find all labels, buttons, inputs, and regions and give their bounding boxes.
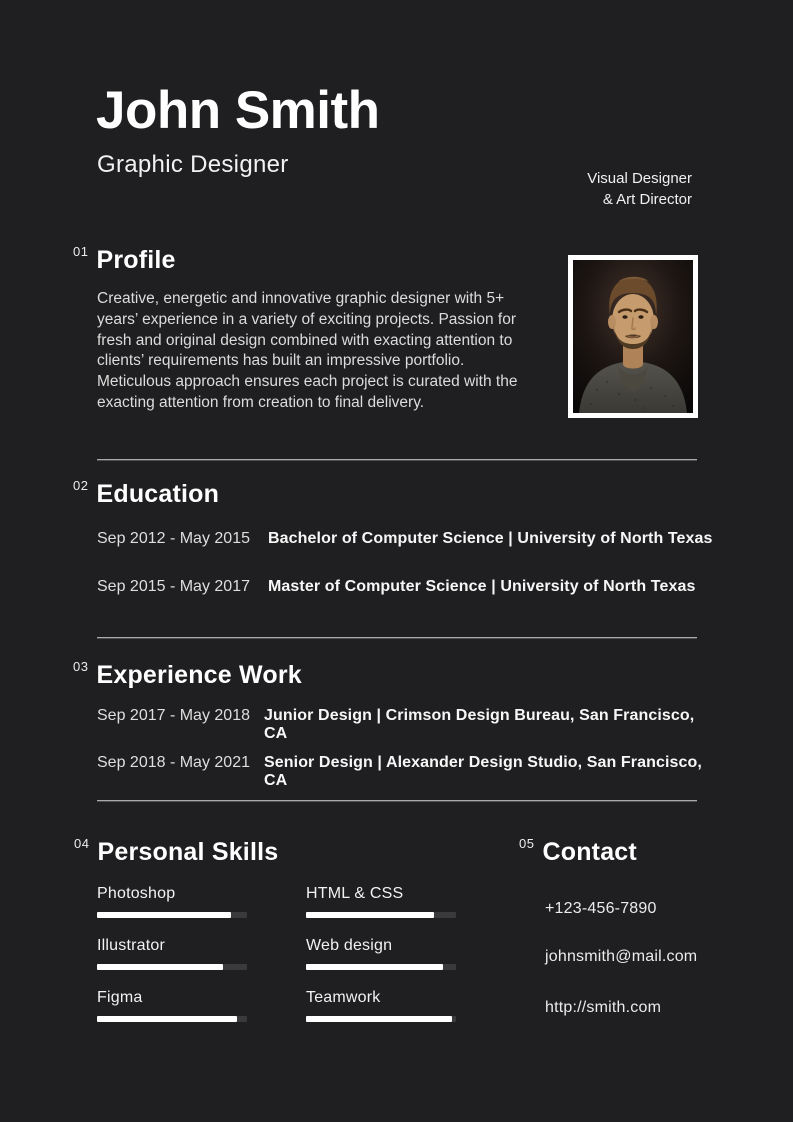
skill-bar-fill <box>306 912 434 918</box>
section-title: Education <box>96 480 220 508</box>
skill-label: Figma <box>97 989 143 1006</box>
skill-item <box>97 989 247 1022</box>
profile-text: Creative, energetic and innovative graphic designer with 5+ years’ experience in a variety of exciting projects. Passion for fresh and original design combined with exacting attention to clients’ requirements has built an impressive portfolio. Meticulous approach ensures each project is curated with the exacting attention from creation to final delivery. <box>97 290 518 411</box>
education-detail: Master of Computer Science | University of North Texas <box>268 578 696 595</box>
section-title: Experience Work <box>96 661 302 689</box>
section-number: 03 <box>73 659 89 674</box>
experience-row <box>97 754 717 790</box>
section-heading-profile <box>73 246 176 275</box>
skill-item <box>97 885 247 918</box>
education-row <box>97 530 717 548</box>
person-name: John Smith <box>96 81 380 140</box>
person-job-title: Graphic Designer <box>97 151 289 178</box>
experience-row <box>97 707 717 743</box>
skill-label: Teamwork <box>306 989 381 1006</box>
skill-bar-fill <box>306 964 443 970</box>
section-number: 01 <box>73 244 89 259</box>
experience-dates: Sep 2018 - May 2021 <box>97 754 250 771</box>
section-heading-experience <box>73 661 302 690</box>
section-heading-contact <box>519 838 637 867</box>
contact-phone: +123-456-7890 <box>545 900 657 917</box>
skill-item <box>306 989 456 1022</box>
skill-bar-fill <box>97 1016 237 1022</box>
skill-item <box>306 937 456 970</box>
skill-bar <box>306 1016 456 1022</box>
section-title: Profile <box>96 246 176 274</box>
section-title: Contact <box>542 838 637 866</box>
divider <box>97 637 697 638</box>
skill-bar <box>306 964 456 970</box>
section-heading-skills <box>74 838 278 867</box>
contact-website: http://smith.com <box>545 999 662 1016</box>
section-number: 04 <box>74 836 90 851</box>
skill-label: Illustrator <box>97 937 165 954</box>
skill-bar-fill <box>97 964 223 970</box>
divider <box>97 800 697 801</box>
skill-bar-fill <box>306 1016 452 1022</box>
section-title: Personal Skills <box>97 838 279 866</box>
experience-detail: Junior Design | Crimson Design Bureau, San Francisco, CA <box>264 707 695 742</box>
education-dates: Sep 2015 - May 2017 <box>97 578 250 595</box>
section-number: 05 <box>519 836 535 851</box>
tagline-line-1: Visual Designer <box>587 170 692 187</box>
skill-bar <box>306 912 456 918</box>
portrait-illustration <box>573 260 693 413</box>
portrait-photo <box>568 255 698 418</box>
divider <box>97 459 697 460</box>
skill-bar <box>97 964 247 970</box>
tagline <box>587 168 692 210</box>
contact-email: johnsmith@mail.com <box>545 948 698 965</box>
section-heading-education <box>73 480 219 509</box>
section-number: 02 <box>73 478 89 493</box>
skill-bar <box>97 1016 247 1022</box>
skill-label: HTML & CSS <box>306 885 404 902</box>
skill-item <box>306 885 456 918</box>
education-row <box>97 578 717 596</box>
education-detail: Bachelor of Computer Science | University of North Texas <box>268 530 713 547</box>
skill-label: Photoshop <box>97 885 176 902</box>
experience-detail: Senior Design | Alexander Design Studio, San Francisco, CA <box>264 754 702 789</box>
skill-label: Web design <box>306 937 393 954</box>
skill-bar <box>97 912 247 918</box>
education-dates: Sep 2012 - May 2015 <box>97 530 250 547</box>
experience-dates: Sep 2017 - May 2018 <box>97 707 250 724</box>
tagline-line-2: & Art Director <box>602 191 692 208</box>
skill-item <box>97 937 247 970</box>
skill-bar-fill <box>97 912 231 918</box>
